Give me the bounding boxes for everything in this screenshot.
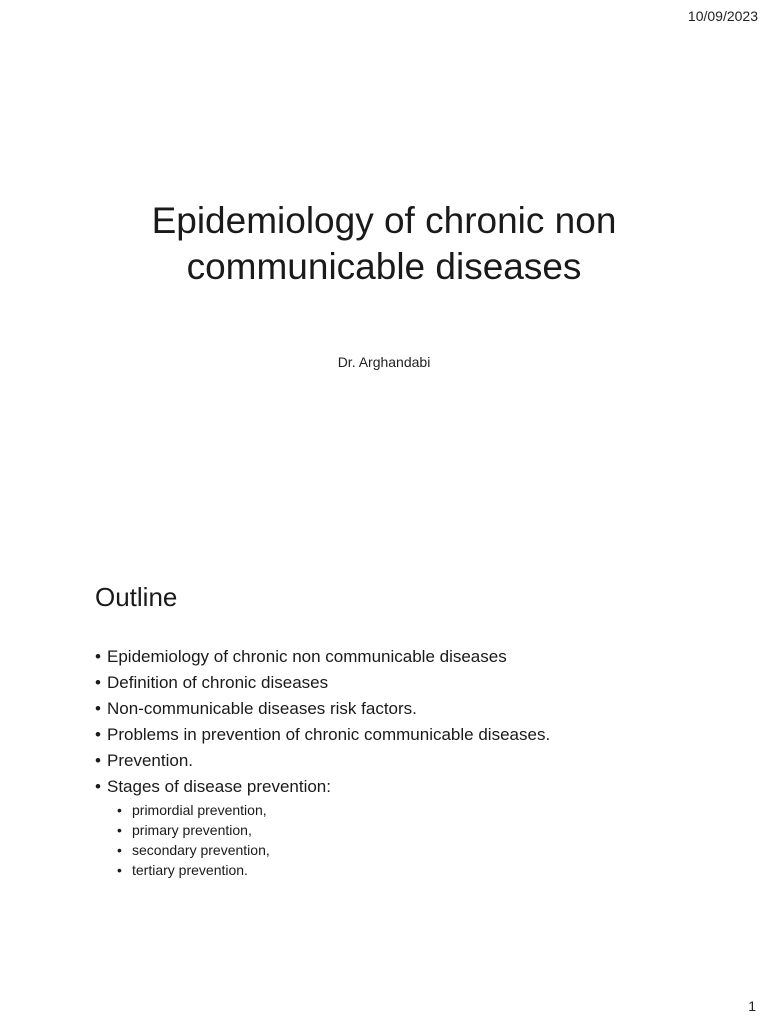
outline-item: [95, 696, 735, 722]
outline-item-text: Definition of chronic diseases: [107, 673, 329, 692]
slide-title: Epidemiology of chronic non communicable diseases: [151, 200, 617, 287]
outline-item: [95, 722, 735, 748]
outline-item: [95, 644, 735, 670]
bullet-icon: •: [117, 802, 122, 818]
bullet-icon: •: [95, 647, 101, 666]
page-date: 10/09/2023: [687, 8, 758, 24]
outline-item: [95, 774, 735, 880]
bullet-icon: •: [117, 862, 122, 878]
prevention-stages-list: [117, 800, 735, 880]
sub-list-item: [117, 820, 735, 840]
outline-item-text: Prevention.: [107, 751, 193, 770]
bullet-icon: •: [95, 725, 101, 744]
outline-item: [95, 748, 735, 774]
sub-item-text: primordial prevention,: [132, 802, 267, 818]
sub-item-text: tertiary prevention.: [132, 862, 248, 878]
bullet-icon: •: [95, 699, 101, 718]
outline-heading: Outline: [95, 582, 178, 612]
bullet-icon: •: [95, 777, 101, 796]
outline-item-text: Epidemiology of chronic non communicable diseases: [107, 647, 507, 666]
outline-item-text: Non-communicable diseases risk factors.: [107, 699, 417, 718]
bullet-icon: •: [95, 751, 101, 770]
bullet-icon: •: [95, 673, 101, 692]
bullet-icon: •: [117, 842, 122, 858]
sub-list-item: [117, 840, 735, 860]
sub-item-text: primary prevention,: [132, 822, 252, 838]
sub-list-item: [117, 800, 735, 820]
slide-author: Dr. Arghandabi: [337, 354, 431, 370]
outline-item-text: Stages of disease prevention:: [107, 777, 331, 796]
bullet-icon: •: [117, 822, 122, 838]
sub-item-text: secondary prevention,: [132, 842, 270, 858]
sub-list-item: [117, 860, 735, 880]
outline-list: [95, 644, 735, 880]
outline-item: [95, 670, 735, 696]
page-number: 1: [748, 998, 756, 1014]
outline-item-text: Problems in prevention of chronic communicable diseases.: [107, 725, 551, 744]
